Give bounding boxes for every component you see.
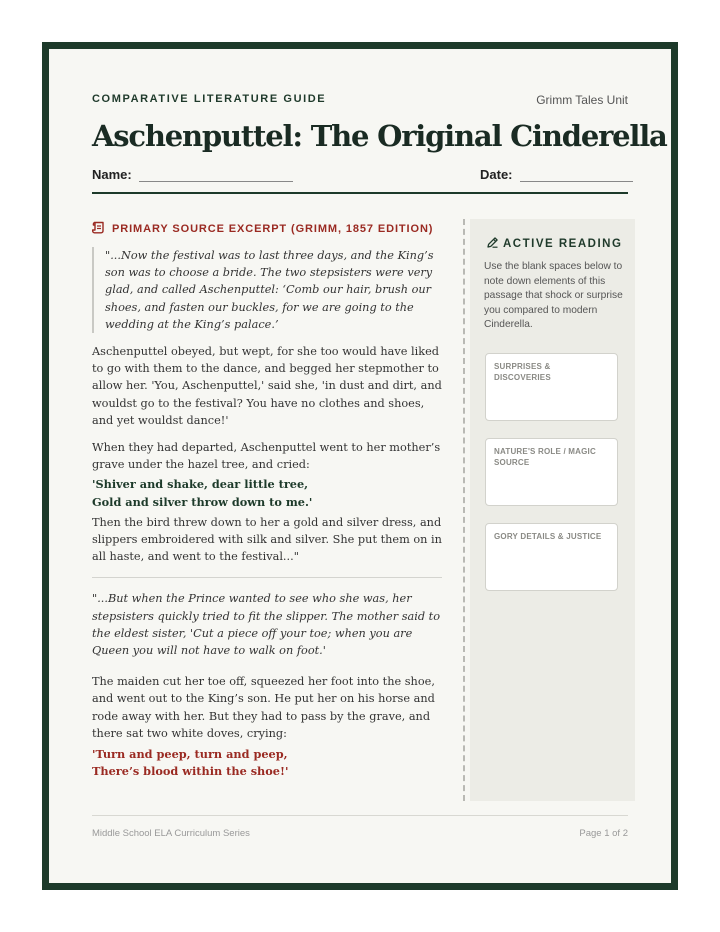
date-label: Date: [480,167,513,182]
excerpt-paragraph-4: The maiden cut her toe off, squeezed her foot into the shoe, and went out to the King’s son. He put her on his horse and rode away with her. But they had to pass by the grave, and there sat two white doves, crying: [92,675,435,740]
excerpt-heading-text: PRIMARY SOURCE EXCERPT (GRIMM, 1857 EDITION) [112,223,434,235]
footer-divider [92,815,628,816]
excerpt-heading [92,221,433,235]
verse-2-line-1: 'Turn and peep, turn and peep, [92,747,288,762]
note-box-label: GORY DETAILS & JUSTICE [494,532,602,541]
active-reading-heading-text: ACTIVE READING [503,238,623,250]
excerpt-quote-1: "...Now the festival was to last three days, and the King’s son was to choose a bride. The two stepsisters were very glad, and called Aschenputtel: ‘Comb our hair, brush our shoes, and fasten our buckles, for we are going to the wedding at the King’s palace.’ [92,247,442,333]
date-blank[interactable] [520,167,633,182]
verse-1-line-2: Gold and silver throw down to me.' [92,494,313,509]
note-box-gory-details[interactable] [485,523,618,591]
page-number: Page 1 of 2 [579,828,628,839]
scroll-icon [92,221,106,234]
dashed-divider [463,219,465,801]
active-reading-heading [486,236,622,250]
header-divider [92,192,628,194]
note-box-label: NATURE'S ROLE / MAGIC SOURCE [494,447,596,467]
note-box-label: SURPRISES & DISCOVERIES [494,362,551,382]
name-field [92,167,293,182]
excerpt-paragraph-3: Then the bird threw down to her a gold and silver dress, and slippers embroidered with silk and silver. She put them on in all haste, and went to the festival..." [92,515,442,564]
excerpt-quote-2: "...But when the Prince wanted to see who she was, her stepsisters quickly tried to fit the slipper. The mother said to the eldest sister, 'Cut a piece off your toe; when you are Queen you will not have to walk on foot.' [92,592,441,658]
note-box-nature-magic[interactable] [485,438,618,506]
story-excerpt [92,247,442,780]
name-blank[interactable] [139,167,293,182]
verse-1-line-1: 'Shiver and shake, dear little tree, [92,477,309,492]
active-reading-sidebar [470,219,635,801]
page-title: Aschenputtel: The Original Cinderella [92,119,667,153]
verse-2 [92,746,442,780]
date-field [480,167,633,182]
name-label: Name: [92,167,132,182]
unit-label: Grimm Tales Unit [536,93,628,107]
worksheet-page [42,42,678,890]
excerpt-paragraph-2: When they had departed, Aschenputtel went to her mother’s grave under the hazel tree, and cried: [92,441,441,472]
excerpt-paragraph-1: Aschenputtel obeyed, but wept, for she too would have liked to go with them to the dance, and begged her stepmother to allow her. 'You, Aschenputtel,' said she, 'in dust and dirt, and wouldst go to the festival? You have no clothes and shoes, and yet wouldst dance!' [92,345,442,427]
guide-label: COMPARATIVE LITERATURE GUIDE [92,93,327,105]
active-reading-instructions: Use the blank spaces below to note down elements of this passage that shock or surprise you compared to modern Cinderella. [484,261,623,331]
footer-series: Middle School ELA Curriculum Series [92,828,250,839]
pencil-icon [486,236,499,249]
note-box-surprises[interactable] [485,353,618,421]
verse-1 [92,476,442,510]
verse-2-line-2: There’s blood within the shoe!' [92,764,289,779]
section-divider [92,577,442,578]
